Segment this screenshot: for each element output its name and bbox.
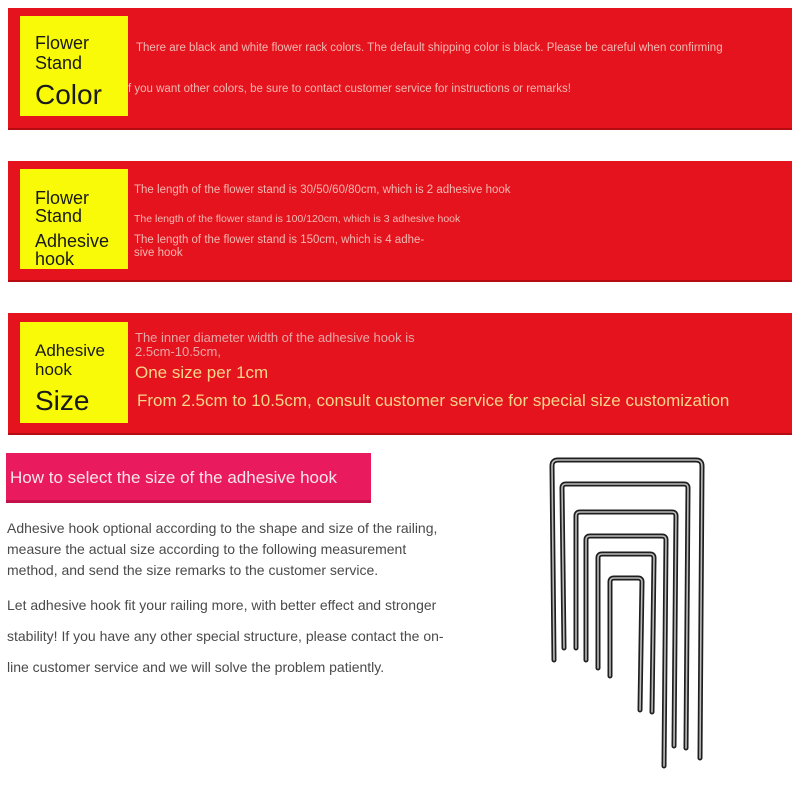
label-line: Adhesive [35, 231, 110, 251]
label-line: hook [35, 249, 75, 269]
color-info-line: f you want other colors, be sure to contact customer service for instructions or remarks! [128, 83, 571, 95]
guide-paragraph-line: stability! If you have any other special structure, please contact the on- [7, 628, 444, 644]
label-big: Size [35, 385, 90, 416]
label-line: Flower [35, 188, 90, 208]
label-big: Color [35, 79, 102, 110]
hook-count-section-banner [8, 161, 792, 282]
size-section-label [20, 322, 128, 423]
hook-count-line: The length of the flower stand is 100/120cm, which is 3 adhesive hook [134, 213, 461, 225]
nested-u-hooks-image [520, 448, 760, 788]
label-line: hook [35, 360, 72, 379]
guide-paragraph-line: measure the actual size according to the following measurement [7, 541, 407, 557]
label-line: Adhesive [35, 341, 105, 360]
size-guide-heading-text: How to select the size of the adhesive hook [10, 468, 337, 487]
hook-count-section-label [20, 169, 128, 269]
size-info-line: 2.5cm-10.5cm, [135, 344, 221, 359]
size-info-line: The inner diameter width of the adhesive hook is [135, 330, 415, 345]
size-info-line: From 2.5cm to 10.5cm, consult customer service for special size customization [137, 391, 730, 410]
guide-paragraph-line: method, and send the size remarks to the customer service. [7, 562, 379, 578]
size-guide-heading [6, 453, 371, 503]
size-section-banner [8, 313, 792, 435]
color-section-label [20, 16, 128, 116]
guide-paragraph-line: Adhesive hook optional according to the shape and size of the railing, [7, 520, 438, 536]
hook-count-line: sive hook [134, 247, 183, 259]
label-line: Stand [35, 206, 83, 226]
guide-paragraph-line: line customer service and we will solve the problem patiently. [7, 659, 385, 675]
color-section-banner [8, 8, 792, 130]
size-info-line: One size per 1cm [135, 363, 269, 382]
label-line: Flower [35, 33, 90, 53]
hook-count-line: The length of the flower stand is 30/50/60/80cm, which is 2 adhesive hook [134, 184, 511, 196]
color-info-line: There are black and white flower rack colors. The default shipping color is black. Please be careful when confirming [136, 42, 723, 54]
label-line: Stand [35, 53, 83, 73]
hook-count-line: The length of the flower stand is 150cm, which is 4 adhe- [134, 234, 425, 246]
guide-paragraph-line: Let adhesive hook fit your railing more, with better effect and stronger [7, 597, 437, 613]
